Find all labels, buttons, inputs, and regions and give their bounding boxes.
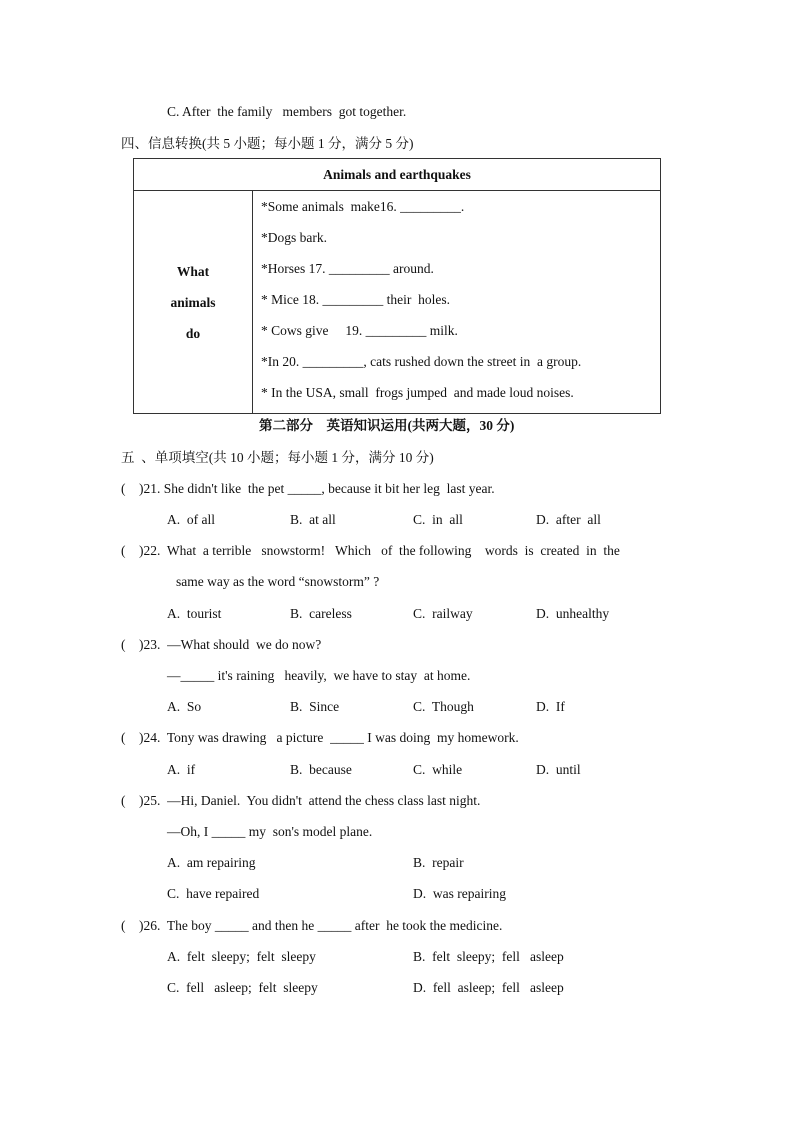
q23-option-c: C. Though <box>413 699 474 714</box>
q21-option-b: B. at all <box>290 512 336 527</box>
question-25-stem-cont: —Oh, I _____ my son's model plane. <box>167 824 373 839</box>
q22-option-c: C. railway <box>413 606 473 621</box>
q24-option-d: D. until <box>536 762 581 777</box>
q22-option-d: D. unhealthy <box>536 606 610 621</box>
info-transfer-table <box>133 158 661 414</box>
table-item: * Mice 18. _________ their holes. <box>261 292 450 307</box>
q25-option-d: D. was repairing <box>413 886 506 901</box>
q26-option-a: A. felt sleepy; felt sleepy <box>167 949 316 964</box>
q22-option-b: B. careless <box>290 606 352 621</box>
question-23-stem-cont: —_____ it's raining heavily, we have to stay at home. <box>167 668 471 683</box>
q24-option-a: A. if <box>167 762 196 777</box>
table-title: Animals and earthquakes <box>134 159 661 191</box>
row-label-line-3: do <box>185 325 201 341</box>
q25-option-b: B. repair <box>413 855 464 870</box>
question-23-stem: ( )23. —What should we do now? <box>121 637 322 652</box>
row-label-line-2: animals <box>170 294 216 310</box>
q24-option-b: B. because <box>290 762 352 777</box>
q26-option-c: C. fell asleep; felt sleepy <box>167 980 318 995</box>
question-22-stem: ( )22. What a terrible snowstorm! Which of the following words is created in the <box>121 543 620 558</box>
q24-option-c: C. while <box>413 762 463 777</box>
q25-option-c: C. have repaired <box>167 886 260 901</box>
question-26-stem: ( )26. The boy _____ and then he _____ after he took the medicine. <box>121 918 503 933</box>
q26-option-d: D. fell asleep; fell asleep <box>413 980 564 995</box>
section-5-heading: 五 、单项填空(共 10 小题；每小题 1 分，满分 10 分) <box>121 450 434 465</box>
row-label <box>134 191 253 414</box>
q23-option-a: A. So <box>167 699 202 714</box>
table-item: *Dogs bark. <box>261 230 327 245</box>
q26-option-b: B. felt sleepy; fell asleep <box>413 949 564 964</box>
q23-option-d: D. If <box>536 699 565 714</box>
section-4-heading: 四、信息转换(共 5 小题；每小题 1 分，满分 5 分) <box>121 136 414 151</box>
q21-option-a: A. of all <box>167 512 215 527</box>
table-item: * In the USA, small frogs jumped and made loud noises. <box>261 385 574 400</box>
table-item: *Some animals make16. _________. <box>261 199 465 214</box>
q23-option-b: B. Since <box>290 699 340 714</box>
q21-option-d: D. after all <box>536 512 601 527</box>
question-22-stem-cont: same way as the word “snowstorm” ? <box>176 574 380 589</box>
part-2-heading: 第二部分 英语知识运用(共两大题，30 分) <box>259 418 515 433</box>
table-item: *Horses 17. _________ around. <box>261 261 434 276</box>
question-24-stem: ( )24. Tony was drawing a picture _____ I was doing my homework. <box>121 730 519 745</box>
question-21-stem: ( )21. She didn't like the pet _____, because it bit her leg last year. <box>121 481 495 496</box>
question-25-stem: ( )25. —Hi, Daniel. You didn't attend the chess class last night. <box>121 793 481 808</box>
q21-option-c: C. in all <box>413 512 463 527</box>
table-item: * Cows give 19. _________ milk. <box>261 323 458 338</box>
q25-option-a: A. am repairing <box>167 855 256 870</box>
prev-question-option-c: C. After the family members got together. <box>167 104 407 119</box>
row-label-line-1: What <box>176 263 210 279</box>
table-item: *In 20. _________, cats rushed down the street in a group. <box>261 354 582 369</box>
table-items-cell <box>253 191 661 414</box>
q22-option-a: A. tourist <box>167 606 222 621</box>
